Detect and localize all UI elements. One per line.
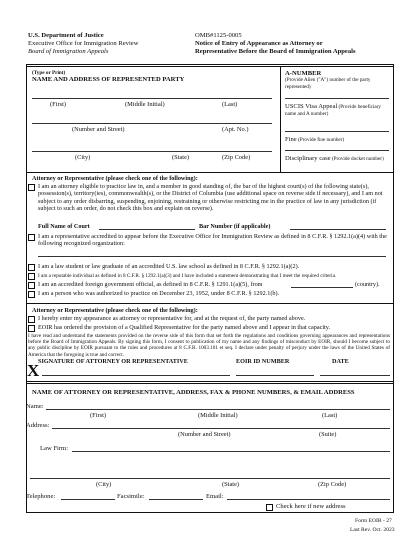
section2-heading: Attorney or Representative (please check one of the following):: [32, 307, 198, 314]
telephone-line[interactable]: [61, 499, 115, 500]
law-student-text: I am a law student or law graduate of an accredited U.S. law school as defined in 8 C.F.R. § 1292.1(a)(2).: [38, 263, 300, 270]
fine-label: Fine: [285, 136, 297, 143]
country-label: (country).: [355, 281, 380, 288]
accredited-rep-text: I am a representative accredited to appear before the Executive Office for Immigration Review as defined in 8 C.F.R. § 1292.1(a)(4) with the following recognized organization:: [38, 233, 387, 248]
contact-middle-label: (Middle Initial): [198, 412, 238, 419]
foreign-official-text: I am an accredited foreign government official, as defined in 8 C.F.R. § 1291.1(a)(5), from: [38, 281, 263, 288]
accredited-rep-checkbox[interactable]: [28, 234, 35, 241]
party-name-line[interactable]: [32, 98, 272, 99]
contact-city-label: (City): [96, 481, 112, 488]
section1-heading: Attorney or Representative (please check one of the following):: [32, 175, 198, 182]
eoir-id-label: EOIR ID NUMBER: [236, 358, 290, 365]
court-name-line[interactable]: [99, 229, 195, 230]
disciplinary-note: (Provide docket number): [331, 156, 384, 162]
attorney-option-text: I am an attorney eligible to practice law in, and a member in good standing of, the bar of the highest court(s) of the following state(s), possession(s), territory(ies), commonwealth(s), or the District of Columbia (use additional space on reverse side if necessary), and I am not subject to any order disbarring, suspending, enjoining, restraining or otherwise restricting me in the practice of law in any jurisdiction (if subject to such an order, do not check this box and explain on reverse).: [38, 183, 383, 213]
form-title-line2: Representative Before the Board of Immigration Appeals: [195, 48, 356, 55]
uscis-label: USCIS Visa Appeal: [285, 103, 338, 110]
date-label: DATE: [332, 358, 349, 365]
office-name: Executive Office for Immigration Review: [28, 40, 139, 47]
disciplinary-field: [285, 155, 384, 162]
facsimile-label: Facsimile:: [117, 493, 145, 500]
law-firm-label: Law Firm:: [40, 445, 69, 452]
signature-x-mark: X: [27, 361, 40, 380]
type-or-print: (Type or Print): [32, 70, 66, 76]
party-heading: NAME AND ADDRESS OF REPRESENTED PARTY: [32, 76, 185, 83]
contact-suite-label: (Suite): [319, 431, 337, 438]
law-firm-line[interactable]: [72, 451, 390, 452]
disciplinary-label: Disciplinary case: [285, 155, 331, 162]
contact-state-label: (State): [222, 481, 240, 488]
uscis-note: (Provide beneficiary name and A number): [285, 104, 382, 117]
contact-first-label: (First): [90, 412, 106, 419]
court-name-label: Full Name of Court: [38, 223, 90, 230]
party-first-label: (First): [50, 101, 66, 108]
reputable-individual-text: I am a reputable individual as defined in 8 C.F.R. § 1292.1(a)(3) and I have included a statement demonstrating that I meet the required criteria.: [38, 273, 337, 279]
email-line[interactable]: [227, 499, 390, 500]
agency-name: U.S. Department of Justice: [28, 32, 104, 39]
law-student-checkbox[interactable]: [28, 264, 35, 271]
bar-number-line[interactable]: [290, 229, 386, 230]
signature-label: SIGNATURE OF ATTORNEY OR REPRESENTATIVE: [38, 358, 188, 365]
eoir-id-line[interactable]: [236, 375, 314, 376]
signature-line[interactable]: [42, 375, 230, 376]
declaration-statement: I have read and understand the statements provided on the reverse side of this form that set forth the regulations and conditions governing appearances and representations before the Board of Immigration Appeals. By signing this form, I consent to publication of my name and any findings of misconduct by EOIR, should I become subject to any public discipline by EOIR pursuant to the rules and procedures at 8 C.F.R. 1003.101 et seq. I declare under penalty of perjury under the laws of the United States of America that the foregoing is true and correct.: [28, 333, 390, 358]
party-city-label: (City): [75, 154, 91, 161]
fine-note: (Provide fine number): [298, 137, 345, 143]
party-apt-label: (Apt. No.): [222, 126, 249, 133]
enter-appearance-checkbox[interactable]: [28, 316, 35, 323]
enter-appearance-text: I hereby enter my appearance as attorney or representative for, and at the request of, the party named above.: [38, 315, 306, 322]
facsimile-line[interactable]: [149, 499, 203, 500]
new-address-checkbox[interactable]: [266, 504, 273, 511]
qualified-rep-checkbox[interactable]: [28, 325, 35, 332]
party-city-line[interactable]: [32, 151, 272, 152]
party-zip-label: (Zip Code): [222, 154, 251, 161]
contact-name-label: Name:: [26, 403, 44, 410]
telephone-label: Telephone:: [26, 493, 56, 500]
anumber-note: (Provide Alien ("A") number of the party represented): [285, 77, 371, 90]
revision-date: Last Rev. Oct. 2023: [350, 527, 395, 533]
bar-number-label: Bar Number (if applicable): [199, 223, 271, 230]
party-state-label: (State): [172, 154, 190, 161]
country-line[interactable]: [291, 287, 353, 288]
authorized-1952-text: I am a person who was authorized to practice on December 23, 1952, under 8 C.F.R. § 1292.1(b).: [38, 290, 280, 297]
uscis-line[interactable]: [285, 131, 389, 132]
new-address-label: Check here if new address: [276, 503, 346, 510]
board-name: Board of Immigration Appeals: [28, 48, 109, 55]
organization-line[interactable]: [38, 256, 386, 257]
email-label: Email:: [206, 493, 224, 500]
anumber-heading: A-NUMBER: [285, 70, 322, 77]
authorized-1952-checkbox[interactable]: [28, 291, 35, 298]
contact-heading: NAME OF ATTORNEY OR REPRESENTATIVE, ADDRESS, FAX & PHONE NUMBERS, & EMAIL ADDRESS: [32, 389, 355, 396]
contact-zip-label: (Zip Code): [318, 481, 347, 488]
anumber-line[interactable]: [285, 98, 389, 99]
party-last-label: (Last): [222, 101, 238, 108]
fine-line[interactable]: [285, 150, 389, 151]
omb-number: OMB#1125-0005: [195, 32, 242, 39]
date-line[interactable]: [320, 375, 390, 376]
party-middle-label: (Middle Initial): [125, 101, 165, 108]
contact-city-line[interactable]: [30, 478, 390, 479]
form-number: Form EOIR - 27: [355, 518, 392, 524]
form-title-line1: Notice of Entry of Appearance as Attorney or: [195, 40, 323, 47]
foreign-official-checkbox[interactable]: [28, 282, 35, 289]
uscis-field: [285, 104, 391, 117]
party-street-line[interactable]: [32, 123, 272, 124]
contact-last-label: (Last): [322, 412, 338, 419]
contact-address-label: Address:: [26, 422, 50, 429]
reputable-individual-checkbox[interactable]: [28, 273, 35, 280]
contact-street-label: (Number and Street): [178, 431, 231, 438]
party-street-label: (Number and Street): [72, 126, 125, 133]
qualified-rep-text: EOIR has ordered the provision of a Qualified Representative for the party named above and I appear in that capacity.: [38, 324, 331, 331]
contact-address-line[interactable]: [52, 428, 390, 429]
fine-field: [285, 136, 344, 143]
attorney-checkbox[interactable]: [28, 184, 35, 191]
contact-name-line[interactable]: [46, 409, 390, 410]
